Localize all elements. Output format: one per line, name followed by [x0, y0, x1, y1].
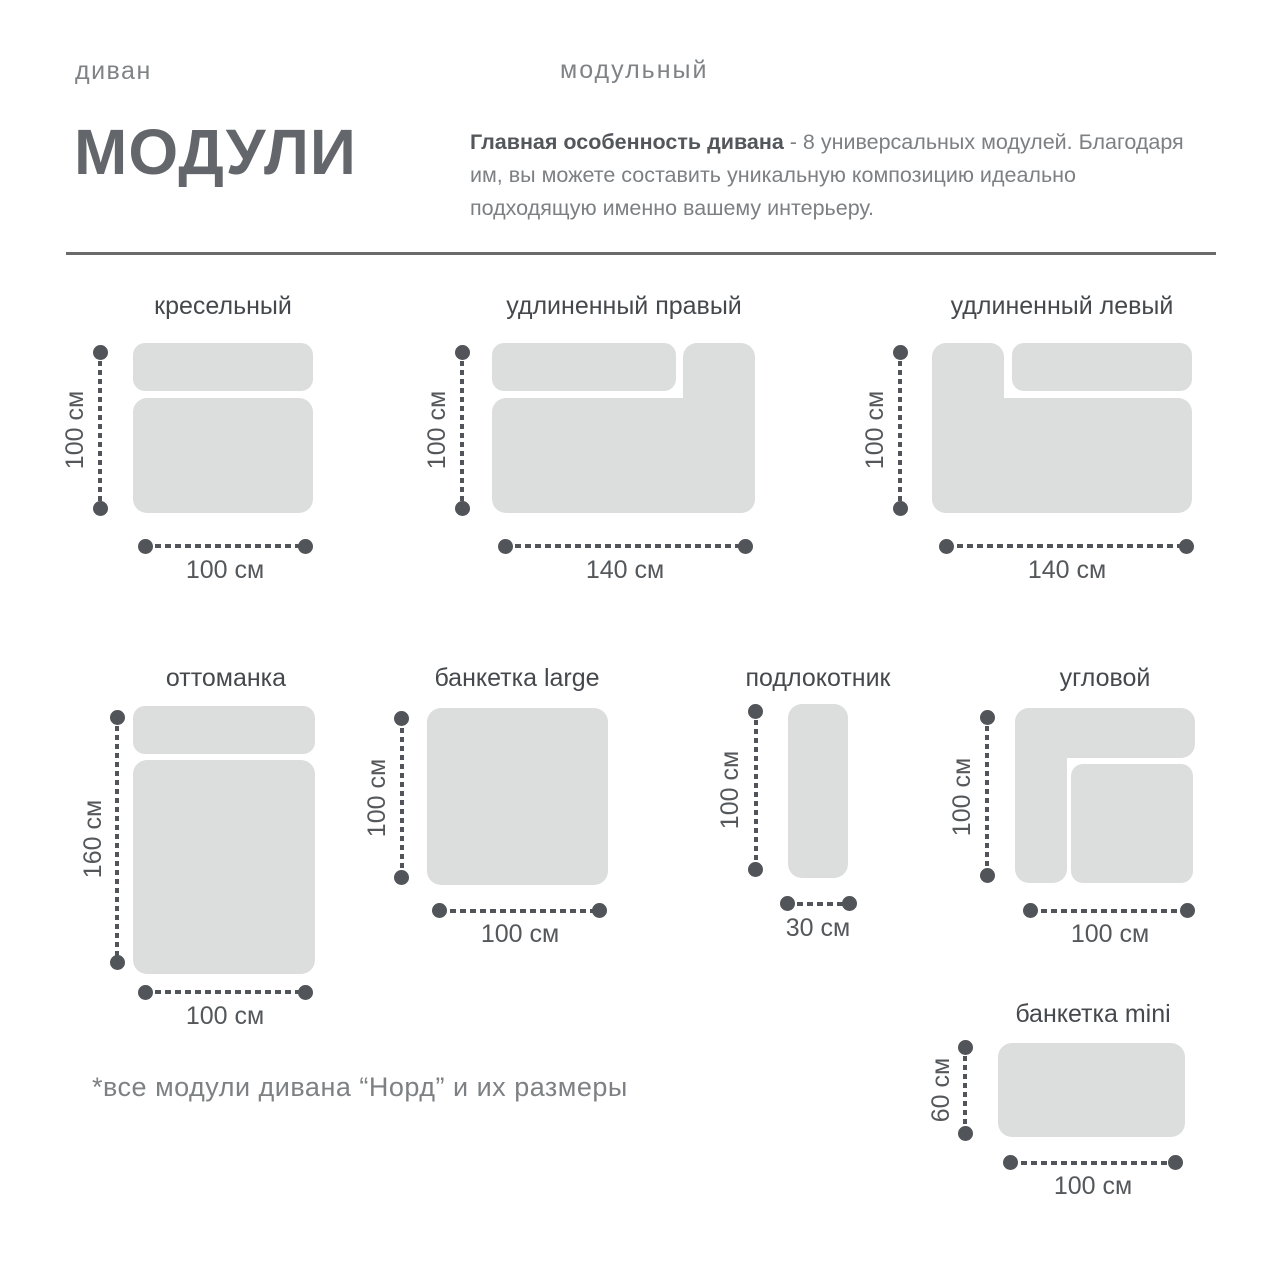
width-dimension-label: 100 см [1053, 1172, 1133, 1200]
height-dimension-line [754, 711, 758, 869]
intro-line1: - 8 универсальных модулей. Благодаря [783, 130, 1184, 154]
height-dimension-label: 100 см [61, 390, 89, 470]
dimension-dot [748, 862, 763, 877]
seat-shape [932, 398, 1192, 513]
dimension-dot [893, 501, 908, 516]
seat-shape [998, 1043, 1185, 1137]
dimension-dot [1180, 903, 1195, 918]
width-dimension-label: 100 см [1070, 920, 1150, 948]
width-dimension-line [787, 902, 850, 906]
backrest-shape [492, 343, 676, 391]
module-name: подлокотник [745, 664, 891, 692]
backrest-side-shape [1015, 708, 1067, 883]
module-name: оттоманка [165, 664, 287, 692]
height-dimension-label: 160 см [79, 799, 107, 879]
dimension-dot [455, 345, 470, 360]
dimension-dot [939, 539, 954, 554]
seat-shape [133, 760, 315, 974]
module-name: кресельный [154, 292, 292, 320]
backrest-shape [133, 343, 313, 391]
dimension-dot [93, 345, 108, 360]
height-dimension-label: 100 см [948, 757, 976, 837]
intro-paragraph [470, 126, 1260, 225]
dimension-dot [1023, 903, 1038, 918]
seat-shape [492, 398, 755, 513]
dimension-dot [1168, 1155, 1183, 1170]
footnote-text: *все модули дивана “Норд” и их размеры [92, 1072, 628, 1102]
dimension-dot [110, 955, 125, 970]
height-dimension-label: 100 см [363, 758, 391, 838]
backrest-shape [133, 706, 315, 754]
dimension-dot [893, 345, 908, 360]
dimension-dot [1179, 539, 1194, 554]
width-dimension-label: 30 см [785, 914, 851, 942]
intro-line3: подходящую именно вашему интерьеру. [470, 196, 874, 220]
width-dimension-line [1031, 909, 1188, 913]
module-name: удлиненный правый [506, 292, 742, 320]
seat-shape [1071, 764, 1193, 883]
dimension-dot [780, 896, 795, 911]
dimension-dot [455, 501, 470, 516]
dimension-dot [394, 711, 409, 726]
width-dimension-line [1011, 1161, 1176, 1165]
dimension-dot [738, 539, 753, 554]
seat-shape [427, 708, 608, 885]
dimension-dot [842, 896, 857, 911]
width-dimension-label: 100 см [185, 1002, 265, 1030]
dimension-dot [980, 868, 995, 883]
dimension-dot [498, 539, 513, 554]
dimension-dot [1003, 1155, 1018, 1170]
dimension-dot [748, 704, 763, 719]
module-name: удлиненный левый [950, 292, 1174, 320]
dimension-dot [980, 710, 995, 725]
armrest-shape [788, 704, 848, 878]
dimension-dot [298, 539, 313, 554]
backrest-shape [1012, 343, 1192, 391]
width-dimension-line [145, 544, 305, 548]
dimension-dot [592, 903, 607, 918]
dimension-dot [298, 985, 313, 1000]
dimension-dot [138, 539, 153, 554]
width-dimension-line [947, 544, 1187, 548]
width-dimension-label: 140 см [585, 556, 665, 584]
height-dimension-label: 100 см [861, 390, 889, 470]
dimension-dot [394, 870, 409, 885]
intro-lead-bold: Главная особенность дивана [470, 130, 784, 154]
height-dimension-label: 100 см [423, 390, 451, 470]
height-dimension-label: 100 см [716, 750, 744, 830]
height-dimension-label: 60 см [927, 1057, 955, 1123]
module-name: угловой [1059, 664, 1151, 692]
height-dimension-line [115, 717, 119, 962]
dimension-dot [432, 903, 447, 918]
dimension-dot [110, 710, 125, 725]
page-title: МОДУЛИ [74, 116, 357, 188]
width-dimension-label: 100 см [480, 920, 560, 948]
width-dimension-line [505, 544, 745, 548]
dimension-dot [93, 501, 108, 516]
module-name: банкетка large [434, 664, 600, 692]
divider-line [66, 252, 1216, 255]
height-dimension-line [898, 352, 902, 508]
dimension-dot [138, 985, 153, 1000]
intro-line2: им, вы можете составить уникальную композицию идеально [470, 163, 1076, 187]
width-dimension-label: 140 см [1027, 556, 1107, 584]
height-dimension-line [963, 1047, 967, 1133]
seat-shape [133, 398, 313, 513]
height-dimension-line [400, 719, 404, 877]
header-word-divan: диван [75, 57, 152, 85]
width-dimension-line [145, 990, 306, 994]
header-word-modulny: модульный [560, 56, 709, 84]
dimension-dot [958, 1040, 973, 1055]
width-dimension-label: 100 см [185, 556, 265, 584]
width-dimension-line [440, 909, 600, 913]
height-dimension-line [985, 717, 989, 876]
height-dimension-line [98, 352, 102, 508]
dimension-dot [958, 1126, 973, 1141]
height-dimension-line [460, 352, 464, 508]
module-name: банкетка mini [1015, 1000, 1171, 1028]
